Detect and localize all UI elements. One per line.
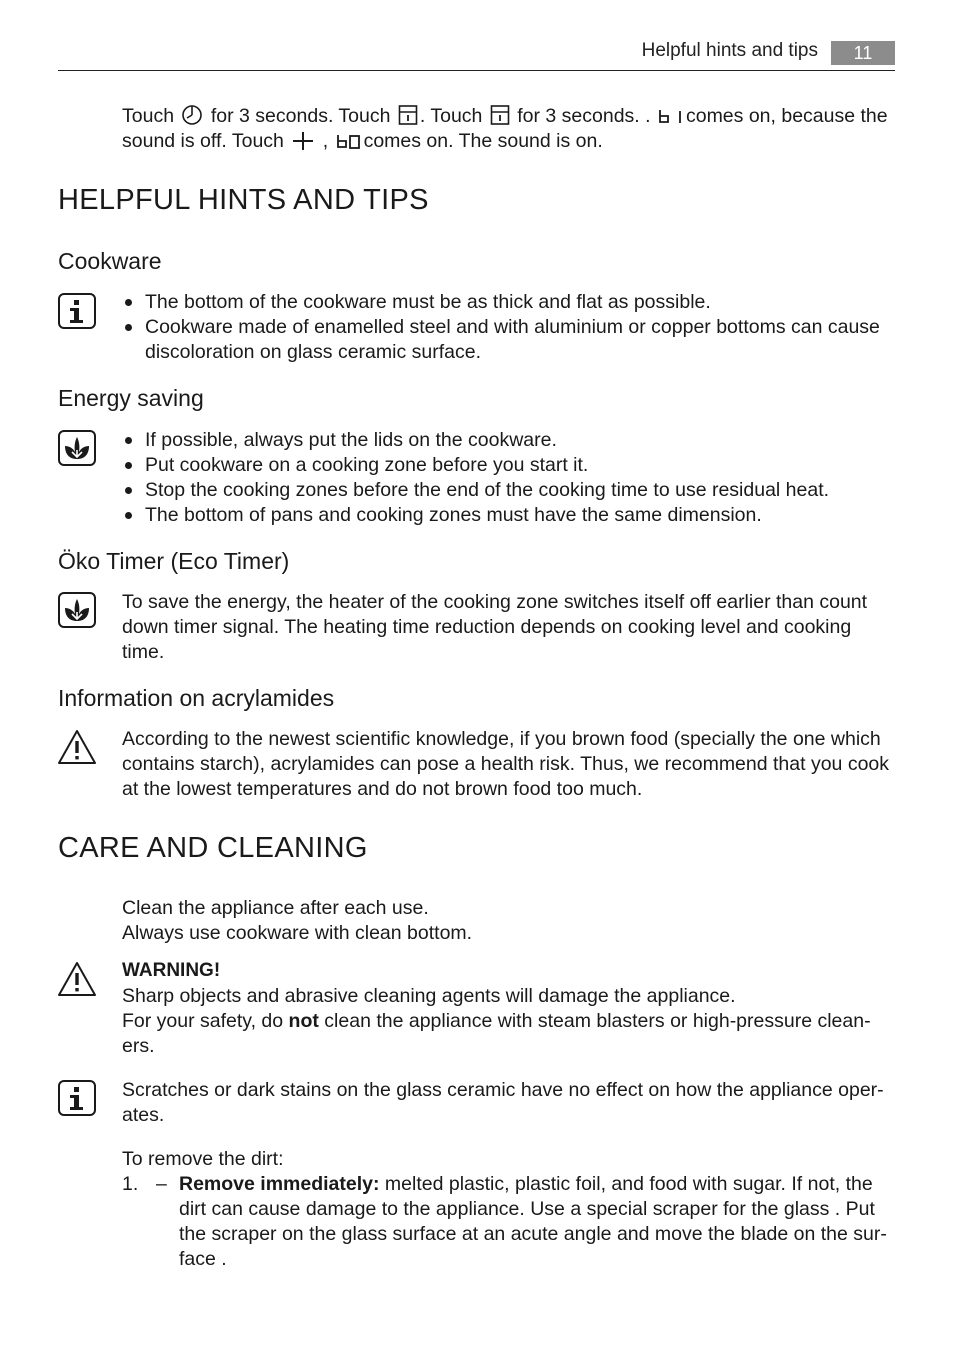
header-rule <box>58 70 895 71</box>
list-item: The bottom of the cookware must be as thick and flat as possible. <box>122 290 897 315</box>
intro-text: comes on. The sound is on. <box>363 130 603 152</box>
eco-leaf-icon <box>58 430 96 466</box>
b0-display-icon <box>336 133 362 151</box>
acrylamides-heading: Information on acrylamides <box>58 685 335 711</box>
list-item: Stop the cooking zones before the end of the cooking time to use residual heat. <box>122 478 897 503</box>
cookware-heading: Cookware <box>58 248 162 274</box>
care-intro <box>122 896 892 946</box>
lock-icon <box>490 104 510 126</box>
section-title-hints: HELPFUL HINTS AND TIPS <box>58 184 429 216</box>
list-item: Cookware made of enamelled steel and with aluminium or copper bottoms can cause discoloration on glass ceramic surface. <box>122 315 897 365</box>
warning-block <box>122 958 892 1059</box>
warning-text: For your safety, do <box>122 1010 289 1032</box>
warning-text: clean the appliance with steam blasters or high-pressure clean-ers. <box>122 1010 871 1057</box>
remove-intro: To remove the dirt: <box>122 1148 284 1170</box>
timer-icon <box>181 104 203 126</box>
section-title-care: CARE AND CLEANING <box>58 832 368 864</box>
step-dash: – <box>156 1173 167 1195</box>
b1-display-icon <box>658 108 684 126</box>
page-number: 11 <box>831 41 895 65</box>
warning-title: WARNING! <box>122 960 221 981</box>
step-text <box>179 1172 894 1272</box>
eco-timer-text: To save the energy, the heater of the cooking zone switches itself off earlier than count down timer signal. The heating time reduction depends on cooking level and cooking time. <box>122 591 868 663</box>
warning-icon <box>57 729 95 765</box>
info-icon <box>58 1080 96 1116</box>
intro-text: . Touch <box>419 105 488 127</box>
acrylamides-text: According to the newest scientific knowledge, if you brown food (specially the one which contains starch), acrylamides can pose a health risk. Thus, we recommend that you cook at the lowest temperatures and do not brown food too much. <box>122 728 890 800</box>
info-icon <box>58 293 96 329</box>
intro-text: , <box>317 130 334 152</box>
list-item: If possible, always put the lids on the cookware. <box>122 428 897 453</box>
plus-icon <box>291 131 315 151</box>
intro-text: comes on, because the sound is off. Touch <box>122 105 888 152</box>
step-number: 1. <box>122 1173 139 1195</box>
warning-icon <box>57 961 95 997</box>
intro-text: Touch <box>122 105 180 127</box>
cookware-list <box>122 290 897 365</box>
warning-line: Sharp objects and abrasive cleaning agents will damage the appliance. <box>122 985 736 1007</box>
step-body: melted plastic, plastic foil, and food with sugar. If not, the dirt can cause damage to the appliance. Use a special scraper for the glass . Put the scraper on the glass surface at an acute angle and move the blade on the sur-face . <box>179 1173 887 1270</box>
running-header-title: Helpful hints and tips <box>641 40 818 61</box>
eco-timer-heading: Öko Timer (Eco Timer) <box>58 548 290 574</box>
lock-icon <box>398 104 418 126</box>
list-item: The bottom of pans and cooking zones must have the same dimension. <box>122 503 897 528</box>
eco-leaf-icon <box>58 592 96 628</box>
care-line: Clean the appliance after each use. <box>122 897 429 919</box>
list-item: Put cookware on a cooking zone before you start it. <box>122 453 897 478</box>
step-item <box>122 1172 894 1272</box>
energy-saving-list <box>122 428 897 528</box>
intro-paragraph <box>122 104 912 154</box>
intro-text: for 3 seconds. Touch <box>205 105 396 127</box>
intro-text: for 3 seconds. . <box>511 105 656 127</box>
care-line: Always use cookware with clean bottom. <box>122 922 473 944</box>
step-emphasis: Remove immediately: <box>179 1173 380 1195</box>
energy-saving-heading: Energy saving <box>58 385 204 411</box>
warning-line <box>122 1009 892 1059</box>
warning-emphasis: not <box>288 1010 319 1032</box>
info-text: Scratches or dark stains on the glass ceramic have no effect on how the appliance oper-ates. <box>122 1079 884 1126</box>
